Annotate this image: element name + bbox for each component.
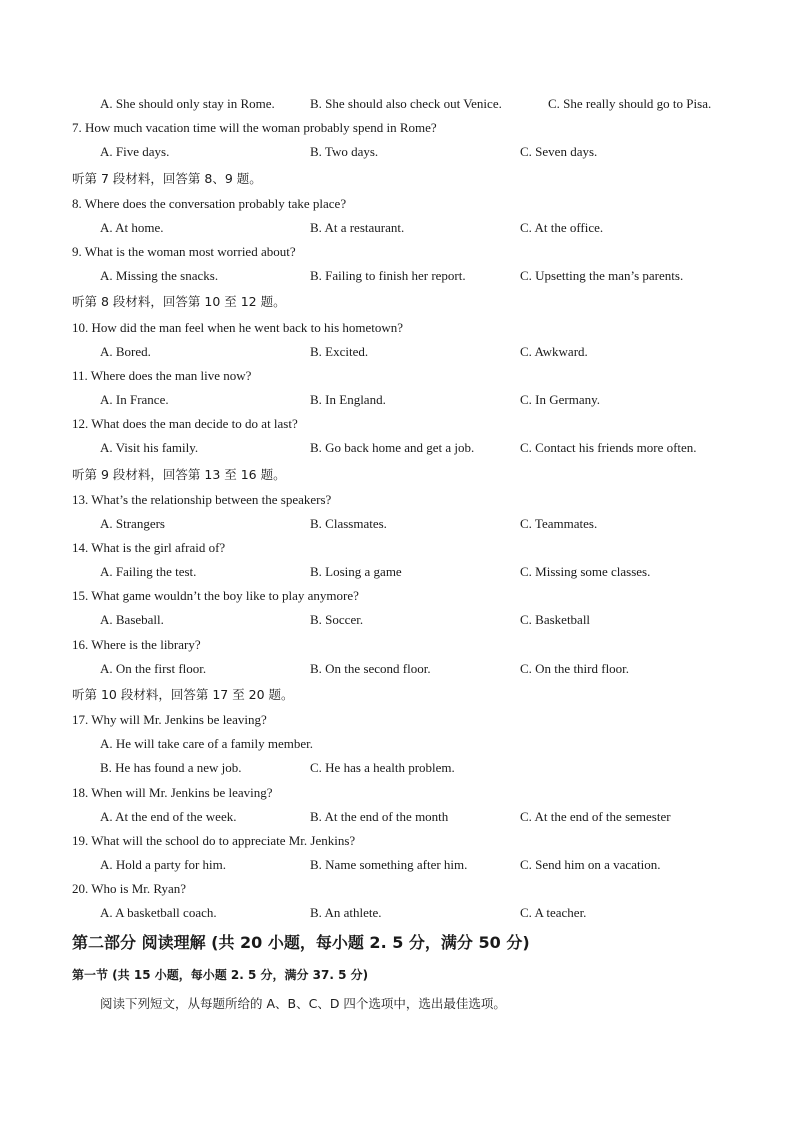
option-a: A. At the end of the week.	[100, 809, 237, 824]
question-text: 11. Where does the man live now?	[72, 368, 252, 383]
option-c: C. A teacher.	[520, 905, 587, 920]
option-c: C. Missing some classes.	[520, 564, 651, 579]
option-b: B. Failing to finish her report.	[310, 268, 466, 283]
instruction-row	[0, 994, 794, 1014]
option-c: C. He has a health problem.	[310, 760, 455, 775]
option-c: C. In Germany.	[520, 392, 601, 407]
question-10	[0, 320, 794, 340]
instruction-text: 阅读下列短文，从每题所给的 A、B、C、D 四个选项中，选出最佳选项。	[100, 996, 506, 1011]
question-8-options	[0, 220, 794, 240]
question-text: 7. How much vacation time will the woman probably spend in Rome?	[72, 120, 437, 135]
option-b: B. Go back home and get a job.	[310, 440, 475, 455]
option-b: B. At the end of the month	[310, 809, 449, 824]
option-b: B. At a restaurant.	[310, 220, 405, 235]
option-b: B. Name something after him.	[310, 857, 468, 872]
question-14	[0, 540, 794, 560]
option-b: B. Soccer.	[310, 612, 364, 627]
option-a: A. Bored.	[100, 344, 151, 359]
passage-intro-7	[0, 169, 794, 189]
question-9-options	[0, 268, 794, 288]
passage-intro-8	[0, 292, 794, 312]
question-12	[0, 416, 794, 436]
option-b: B. Losing a game	[310, 564, 402, 579]
option-a: A. Baseball.	[100, 612, 164, 627]
question-7	[0, 120, 794, 140]
question-20	[0, 881, 794, 901]
question-text: 10. How did the man feel when he went back to his hometown?	[72, 320, 404, 335]
intro-text: 听第 7 段材料，回答第 8、9 题。	[72, 171, 262, 186]
option-a: A. Missing the snacks.	[100, 268, 219, 283]
option-b: B. Classmates.	[310, 516, 387, 531]
option-b: B. Excited.	[310, 344, 369, 359]
option-b: B. In England.	[310, 392, 386, 407]
option-a: A. On the first floor.	[100, 661, 207, 676]
option-a: A. Five days.	[100, 144, 170, 159]
section1-heading-row	[0, 966, 794, 986]
option-c: C. Send him on a vacation.	[520, 857, 661, 872]
option-c: C. On the third floor.	[520, 661, 630, 676]
option-b: B. He has found a new job.	[100, 760, 242, 775]
part-title: 第二部分 阅读理解 (共 20 小题，每小题 2. 5 分，满分 50 分)	[72, 933, 530, 952]
question-text: 9. What is the woman most worried about?	[72, 244, 296, 259]
question-15-options	[0, 612, 794, 632]
question-19	[0, 833, 794, 853]
question-13-options	[0, 516, 794, 536]
question-15	[0, 588, 794, 608]
option-c: C. Seven days.	[520, 144, 598, 159]
question-18	[0, 785, 794, 805]
passage-intro-10	[0, 685, 794, 705]
part2-heading-row	[0, 930, 794, 954]
question-text: 16. Where is the library?	[72, 637, 201, 652]
question-9	[0, 244, 794, 264]
question-text: 8. Where does the conversation probably take place?	[72, 196, 347, 211]
option-c: C. Upsetting the man’s parents.	[520, 268, 684, 283]
question-text: 14. What is the girl afraid of?	[72, 540, 226, 555]
option-b: B. An athlete.	[310, 905, 382, 920]
question-8	[0, 196, 794, 216]
question-text: 12. What does the man decide to do at last?	[72, 416, 298, 431]
question-11	[0, 368, 794, 388]
option-a: A. She should only stay in Rome.	[100, 96, 275, 111]
question-17-option-a-row	[0, 736, 794, 756]
option-c: C. She really should go to Pisa.	[548, 96, 712, 111]
question-text: 19. What will the school do to appreciate Mr. Jenkins?	[72, 833, 356, 848]
question-20-options	[0, 905, 794, 925]
option-b: B. Two days.	[310, 144, 379, 159]
question-18-options	[0, 809, 794, 829]
question-16	[0, 637, 794, 657]
question-16-options	[0, 661, 794, 681]
option-a: A. Strangers	[100, 516, 165, 531]
option-a: A. A basketball coach.	[100, 905, 217, 920]
option-c: C. At the office.	[520, 220, 604, 235]
question-19-options	[0, 857, 794, 877]
option-c: C. Teammates.	[520, 516, 598, 531]
option-c: C. At the end of the semester	[520, 809, 671, 824]
question-14-options	[0, 564, 794, 584]
question-17-option-bc-row	[0, 760, 794, 780]
question-17	[0, 712, 794, 732]
option-a: A. Failing the test.	[100, 564, 197, 579]
question-text: 15. What game wouldn’t the boy like to play anymore?	[72, 588, 359, 603]
option-a: A. In France.	[100, 392, 169, 407]
question-text: 17. Why will Mr. Jenkins be leaving?	[72, 712, 267, 727]
option-b: B. She should also check out Venice.	[310, 96, 502, 111]
question-text: 13. What’s the relationship between the speakers?	[72, 492, 332, 507]
option-a: A. Visit his family.	[100, 440, 199, 455]
option-a: A. He will take care of a family member.	[100, 736, 313, 751]
option-a: A. At home.	[100, 220, 164, 235]
question-10-options	[0, 344, 794, 364]
option-b: B. On the second floor.	[310, 661, 431, 676]
question-11-options	[0, 392, 794, 412]
question-7-options	[0, 144, 794, 164]
intro-text: 听第 10 段材料，回答第 17 至 20 题。	[72, 687, 294, 702]
question-text: 20. Who is Mr. Ryan?	[72, 881, 187, 896]
question-13	[0, 492, 794, 512]
passage-intro-9	[0, 465, 794, 485]
option-a: A. Hold a party for him.	[100, 857, 227, 872]
intro-text: 听第 8 段材料，回答第 10 至 12 题。	[72, 294, 286, 309]
intro-text: 听第 9 段材料，回答第 13 至 16 题。	[72, 467, 286, 482]
option-c: C. Awkward.	[520, 344, 588, 359]
section-title: 第一节 (共 15 小题，每小题 2. 5 分，满分 37. 5 分)	[72, 968, 369, 982]
question-12-options	[0, 440, 794, 460]
question-text: 18. When will Mr. Jenkins be leaving?	[72, 785, 273, 800]
option-c: C. Contact his friends more often.	[520, 440, 697, 455]
option-c: C. Basketball	[520, 612, 591, 627]
q6-options-row	[0, 96, 794, 116]
